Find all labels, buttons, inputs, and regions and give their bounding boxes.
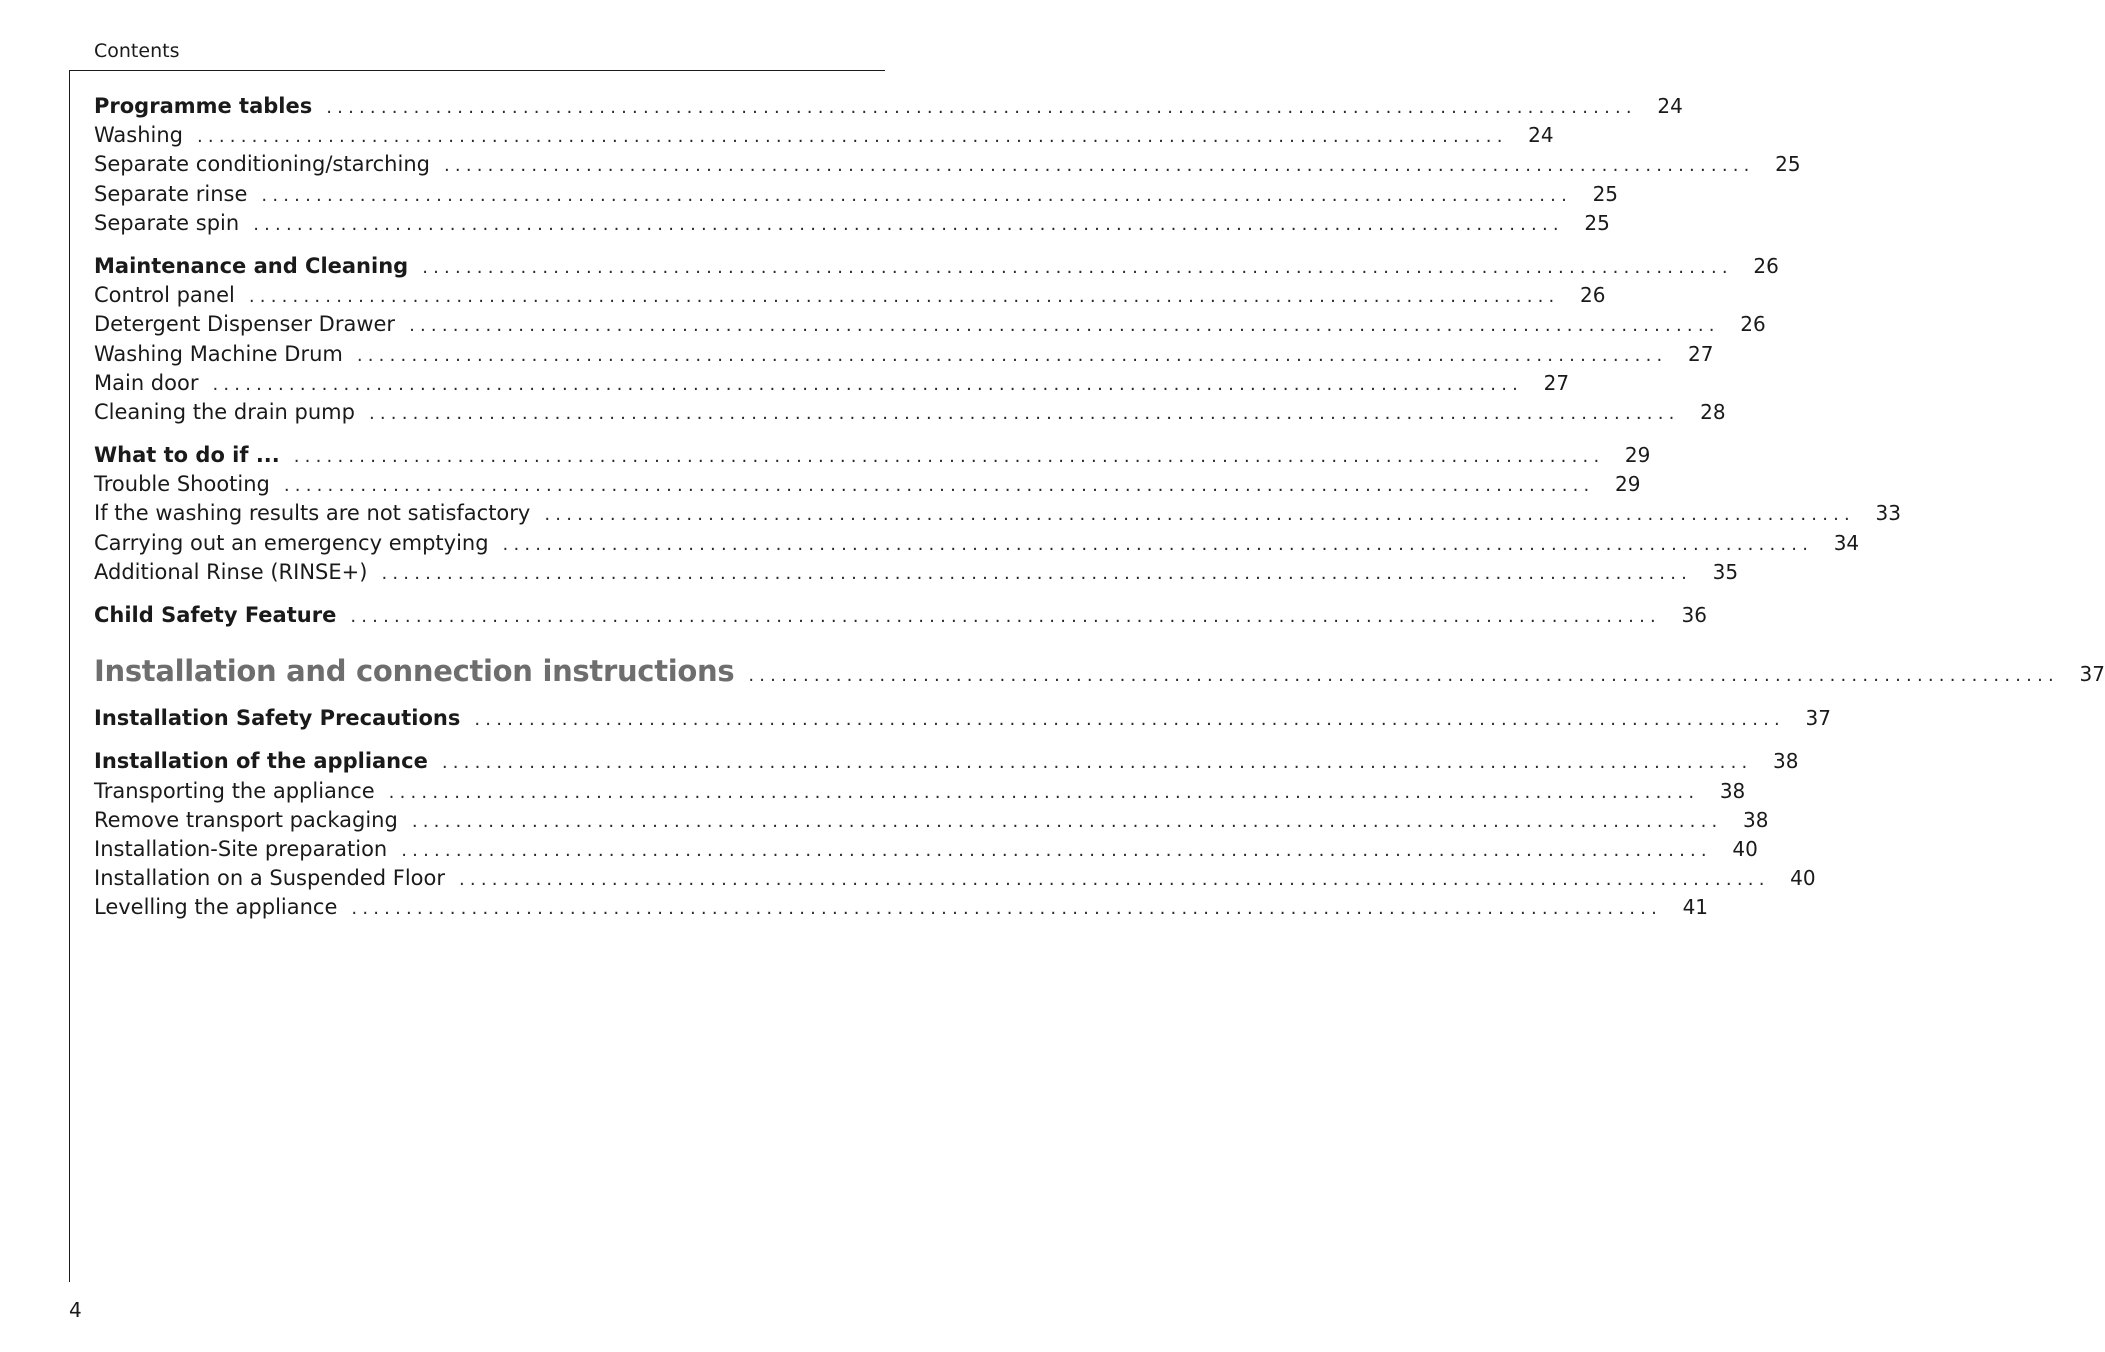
dot-leader: ........................................................................................................................: [351, 898, 1663, 920]
toc-page-number: 41: [1682, 895, 1709, 920]
dot-leader: ........................................................................................................................: [544, 504, 1855, 526]
side-rule: [69, 70, 70, 1282]
dot-leader: ........................................................................................................................: [350, 606, 1661, 627]
toc-entry-title: Cleaning the drain pump: [94, 399, 355, 424]
dot-leader: ........................................................................................................................: [401, 839, 1712, 861]
toc-page-number: 25: [1775, 152, 1801, 177]
running-head: Contents: [94, 40, 180, 62]
toc-page-number: 26: [1753, 253, 1779, 278]
dot-leader: ........................................................................................................................: [459, 869, 1770, 891]
toc-entry-title: Washing: [94, 123, 184, 148]
dot-leader: ........................................................................................................................: [502, 533, 1814, 555]
toc-heading[interactable]: [94, 749, 1799, 778]
toc-entry[interactable]: [94, 399, 1726, 429]
toc-entry[interactable]: [94, 123, 1554, 152]
toc-entry[interactable]: [94, 312, 1766, 341]
dot-leader: ........................................................................................................................: [356, 344, 1668, 366]
toc-entry[interactable]: [94, 152, 1801, 181]
dot-leader: ........................................................................................................................: [381, 562, 1693, 584]
dot-leader: ........................................................................................................................: [248, 286, 1560, 308]
dot-leader: ........................................................................................................................: [212, 373, 1524, 395]
toc-entry-title: Trouble Shooting: [94, 472, 270, 497]
toc-heading[interactable]: [94, 706, 1831, 735]
toc-entry-title: Remove transport packaging: [94, 807, 398, 832]
page-number: 4: [69, 1298, 82, 1322]
toc-entry-title: Installation-Site preparation: [94, 836, 388, 861]
toc-entry-title: Main door: [94, 370, 199, 395]
toc-entry[interactable]: [94, 283, 1606, 312]
dot-leader: ........................................................................................................................: [748, 665, 2059, 687]
toc-page-number: 33: [1875, 501, 1901, 526]
toc-page-number: 40: [1732, 836, 1758, 861]
toc-page-number: 26: [1580, 283, 1606, 308]
toc-entry-title: If the washing results are not satisfactory: [94, 501, 531, 526]
dot-leader: ........................................................................................................................: [411, 810, 1723, 832]
toc-section-programme-tables: [94, 94, 1801, 240]
toc-page-number: 27: [1543, 370, 1570, 395]
toc-entry[interactable]: [94, 778, 1746, 808]
toc-page-number: 34: [1833, 530, 1860, 555]
dot-leader: ........................................................................................................................: [283, 475, 1595, 497]
toc-entry-title: Separate spin: [94, 210, 240, 235]
toc-entry[interactable]: [94, 341, 1714, 371]
toc-entry[interactable]: [94, 866, 1816, 895]
toc-entry[interactable]: [94, 530, 1860, 560]
toc-page-number: 38: [1742, 807, 1769, 832]
toc-section-what-to-do-if: [94, 443, 1901, 589]
toc-heading[interactable]: [94, 94, 1683, 123]
toc-page-number: 29: [1615, 472, 1641, 497]
toc-heading[interactable]: [94, 603, 1707, 632]
toc-entry-title: Transporting the appliance: [94, 778, 375, 803]
toc-entry-title: Washing Machine Drum: [94, 341, 343, 366]
toc-entry[interactable]: [94, 472, 1641, 501]
dot-leader: ........................................................................................................................: [326, 97, 1637, 118]
dot-leader: ........................................................................................................................: [443, 155, 1755, 177]
toc-entry-title: Installation on a Suspended Floor: [94, 866, 446, 891]
toc-section-child-safety: [94, 603, 1707, 632]
toc-section-installation-appliance: [94, 749, 1816, 924]
toc-heading[interactable]: [94, 443, 1651, 472]
dot-leader: ........................................................................................................................: [422, 256, 1733, 278]
toc-heading-title: Child Safety Feature: [94, 603, 337, 627]
dot-leader: ........................................................................................................................: [441, 752, 1753, 774]
toc-page-number: 28: [1700, 399, 1726, 424]
dot-leader: ........................................................................................................................: [388, 781, 1700, 803]
toc-heading-title: What to do if ...: [94, 443, 280, 468]
toc-section-installation-safety: [94, 706, 1831, 735]
toc-page-number: 40: [1790, 866, 1816, 891]
toc-heading[interactable]: [94, 253, 1779, 283]
toc-page-number: 37: [2079, 662, 2105, 687]
toc-page-number: 38: [1772, 749, 1799, 774]
dot-leader: ........................................................................................................................: [293, 446, 1605, 468]
dot-leader: ........................................................................................................................: [409, 315, 1720, 337]
toc-page-number: 37: [1805, 706, 1831, 731]
toc-entry-title: Control panel: [94, 283, 235, 308]
dot-leader: ........................................................................................................................: [368, 402, 1680, 424]
toc-major-heading-title: Installation and connection instructions: [94, 654, 735, 689]
toc-entry-title: Levelling the appliance: [94, 895, 338, 920]
toc-page-number: 29: [1624, 443, 1651, 468]
dot-leader: ........................................................................................................................: [253, 213, 1564, 235]
toc-entry[interactable]: [94, 181, 1619, 211]
toc-page-number: 38: [1719, 778, 1746, 803]
toc-page-number: 36: [1681, 603, 1707, 627]
dot-leader: ........................................................................................................................: [474, 709, 1785, 731]
toc-entry-title: Detergent Dispenser Drawer: [94, 312, 396, 337]
toc-section-maintenance: [94, 253, 1779, 429]
toc-entry[interactable]: [94, 210, 1610, 240]
toc-heading-title: Installation of the appliance: [94, 749, 428, 774]
toc-entry[interactable]: [94, 559, 1739, 589]
toc-page-number: 27: [1688, 341, 1714, 366]
top-rule: [69, 70, 885, 71]
toc-page-number: 24: [1528, 123, 1554, 148]
toc-page-number: 26: [1740, 312, 1766, 337]
dot-leader: ........................................................................................................................: [261, 184, 1573, 206]
toc-major-section: [94, 654, 2105, 698]
toc-entry-title: Additional Rinse (RINSE+): [94, 559, 368, 584]
dot-leader: ........................................................................................................................: [197, 126, 1508, 148]
toc-entry-title: Carrying out an emergency emptying: [94, 530, 489, 555]
toc-entry[interactable]: [94, 370, 1570, 400]
toc-entry-title: Separate rinse: [94, 181, 248, 206]
toc-heading-title: Installation Safety Precautions: [94, 706, 461, 731]
toc-entry-title: Separate conditioning/starching: [94, 152, 430, 177]
toc-page-number: 24: [1657, 94, 1683, 118]
toc-page-number: 35: [1712, 559, 1739, 584]
toc-entry[interactable]: [94, 807, 1769, 837]
toc-page-number: 25: [1592, 181, 1619, 206]
toc-major-heading[interactable]: [94, 654, 2105, 698]
toc-heading-title: Maintenance and Cleaning: [94, 253, 409, 278]
toc-entry[interactable]: [94, 836, 1758, 866]
toc-page-number: 25: [1584, 210, 1610, 235]
toc-heading-title: Programme tables: [94, 94, 313, 118]
toc-entry[interactable]: [94, 895, 1709, 924]
toc-entry[interactable]: [94, 501, 1901, 530]
table-of-contents: [94, 94, 2105, 939]
